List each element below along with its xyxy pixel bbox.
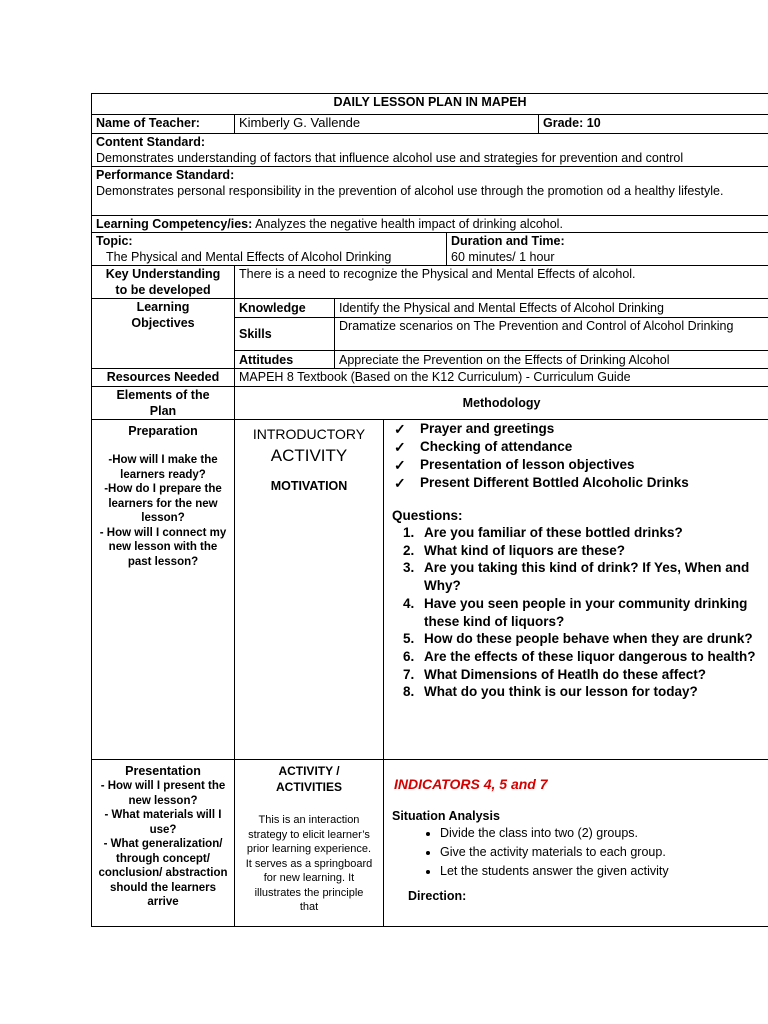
topic-cell	[92, 233, 447, 266]
activity-step: • Give the activity materials to each group.	[440, 843, 764, 862]
question-item: 4. Have you seen people in your community drinking these kind of liquors?	[418, 595, 764, 630]
motivation-label: MOTIVATION	[270, 479, 348, 493]
grade-value: 10	[586, 116, 601, 130]
elements-label	[92, 387, 235, 420]
preparation-label: Preparation	[128, 424, 198, 438]
duration-value: 60 minutes/ 1 hour	[451, 250, 555, 264]
introductory-activity-cell	[235, 420, 384, 760]
key-understanding-label	[92, 266, 235, 299]
preparation-question: -How will I make the learners ready?	[108, 454, 218, 481]
content-standard-label: Content Standard:	[96, 135, 206, 149]
activities-explanation: This is an interaction strategy to elicit learner’s prior learning experience. It serves as a springboard for new learning. It illustrates the principle that	[245, 814, 373, 913]
preparation-question: -How do I prepare the learners for the new lesson?	[104, 483, 222, 524]
methodology-heading: Methodology	[235, 387, 768, 420]
question-item: 3. Are you taking this kind of drink? If Yes, When and Why?	[418, 559, 764, 594]
question-item: 6. Are the effects of these liquor dangerous to health?	[418, 648, 764, 666]
competency-label: Learning Competency/ies:	[96, 217, 253, 231]
activities-heading-line-1: ACTIVITY /	[278, 764, 340, 778]
objective-knowledge-text: Identify the Physical and Mental Effects of Alcohol Drinking	[335, 299, 768, 318]
objective-attitudes-label: Attitudes	[235, 351, 335, 369]
preparation-checklist	[388, 420, 764, 492]
duration-cell	[447, 233, 768, 266]
grade-cell	[539, 115, 768, 134]
activities-cell	[235, 760, 384, 927]
activity-step: • Divide the class into two (2) groups.	[440, 824, 764, 843]
resources-text: MAPEH 8 Textbook (Based on the K12 Curriculum) - Curriculum Guide	[235, 369, 768, 387]
indicators-label: INDICATORS 4, 5 and 7	[394, 776, 548, 792]
performance-standard-label: Performance Standard:	[96, 168, 235, 182]
question-item: 5. How do these people behave when they are drunk?	[418, 630, 764, 648]
topic-text: The Physical and Mental Effects of Alcohol Drinking	[106, 250, 392, 264]
key-understanding-label-line-1: Key Understanding	[105, 267, 221, 281]
plan-title: DAILY LESSON PLAN IN MAPEH	[92, 94, 768, 115]
performance-standard	[92, 167, 768, 216]
checklist-item: ✓ Prayer and greetings	[392, 420, 764, 438]
questions-list	[388, 524, 764, 701]
activity-step: • Let the students answer the given activity	[440, 862, 764, 881]
grade-label: Grade:	[543, 116, 584, 130]
objectives-label-line-2: Objectives	[131, 316, 195, 330]
introductory-label: INTRODUCTORY	[252, 426, 366, 442]
lesson-plan-table	[91, 93, 768, 927]
competency-text: Analyzes the negative health impact of drinking alcohol.	[255, 217, 563, 231]
question-item: 8. What do you think is our lesson for today?	[418, 683, 764, 701]
activity-label: ACTIVITY	[270, 446, 348, 465]
situation-analysis-cell	[384, 760, 768, 927]
key-understanding-label-line-2: to be developed	[115, 283, 211, 297]
topic-label: Topic:	[96, 234, 133, 248]
presentation-question: - How will I present the new lesson?	[100, 780, 226, 807]
presentation-question: - What generalization/ through concept/ conclusion/ abstraction should the learners arrive	[98, 838, 228, 908]
activity-steps	[388, 824, 764, 881]
learning-competency	[92, 216, 768, 233]
checklist-item: ✓ Present Different Bottled Alcoholic Drinks	[392, 474, 764, 492]
key-understanding-text: There is a need to recognize the Physical and Mental Effects of alcohol.	[235, 266, 768, 299]
objectives-label-line-1: Learning	[136, 300, 190, 314]
situation-analysis-label: Situation Analysis	[392, 809, 500, 823]
checklist-item: ✓ Checking of attendance	[392, 438, 764, 456]
elements-label-line-1: Elements of the	[116, 388, 210, 402]
teacher-name: Kimberly G. Vallende	[235, 115, 539, 134]
objectives-label	[92, 299, 235, 369]
presentation-label: Presentation	[125, 764, 201, 778]
objective-skills-label: Skills	[235, 318, 335, 351]
presentation-cell	[92, 760, 235, 927]
question-item: 1. Are you familiar of these bottled drinks?	[418, 524, 764, 542]
activities-heading-line-2: ACTIVITIES	[275, 780, 342, 794]
presentation-question: - What materials will I use?	[104, 809, 222, 836]
questions-label: Questions:	[392, 508, 463, 523]
resources-label: Resources Needed	[92, 369, 235, 387]
checklist-item: ✓ Presentation of lesson objectives	[392, 456, 764, 474]
preparation-cell	[92, 420, 235, 760]
question-item: 2. What kind of liquors are these?	[418, 542, 764, 560]
elements-label-line-2: Plan	[149, 404, 177, 418]
direction-label: Direction:	[408, 889, 467, 903]
teacher-label: Name of Teacher:	[92, 115, 235, 134]
preparation-steps-cell	[384, 420, 768, 760]
question-item: 7. What Dimensions of Heatlh do these affect?	[418, 666, 764, 684]
preparation-question: - How will I connect my new lesson with the past lesson?	[99, 526, 227, 568]
objective-attitudes-text: Appreciate the Prevention on the Effects of Drinking Alcohol	[335, 351, 768, 369]
objective-skills-text: Dramatize scenarios on The Prevention and Control of Alcohol Drinking	[335, 318, 768, 351]
duration-label: Duration and Time:	[451, 234, 565, 248]
content-standard	[92, 134, 768, 167]
objective-knowledge-label: Knowledge	[235, 299, 335, 318]
content-standard-text: Demonstrates understanding of factors that influence alcohol use and strategies for prevention and control	[96, 151, 684, 165]
performance-standard-text: Demonstrates personal responsibility in the prevention of alcohol use through the promotion od a healthy lifestyle.	[96, 184, 724, 198]
